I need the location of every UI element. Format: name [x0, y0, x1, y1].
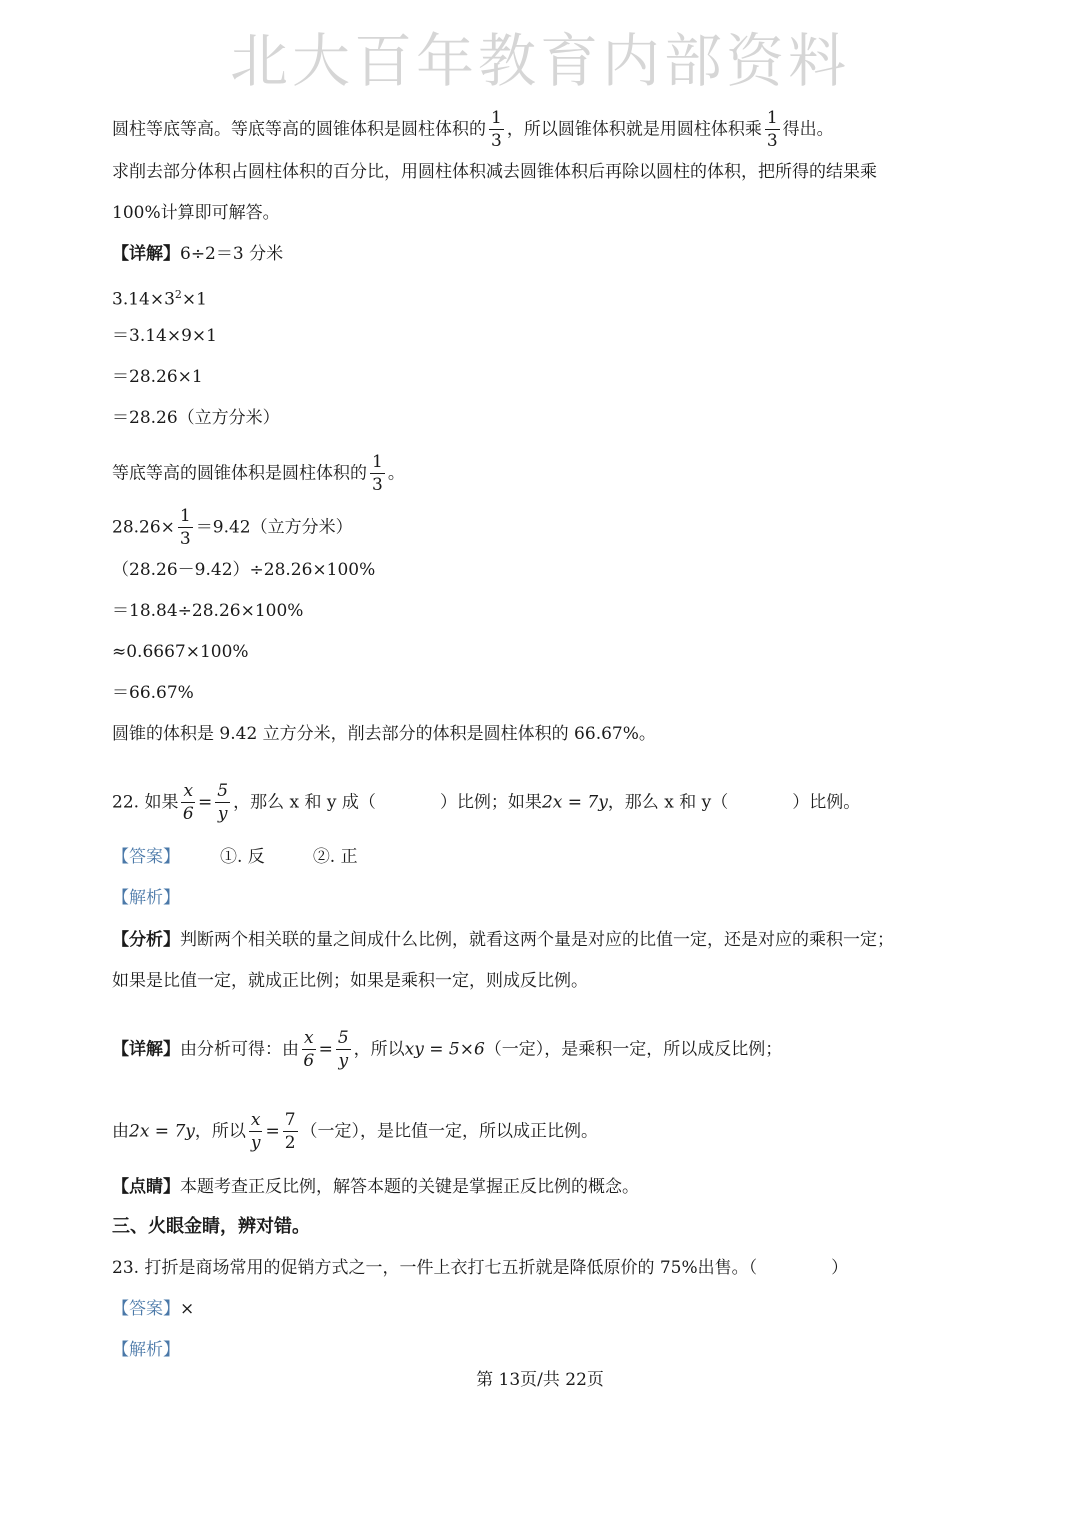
formula-line: ≈0.6667×100%	[112, 642, 249, 662]
formula-line: ＝18.84÷28.26×100%	[112, 601, 304, 621]
formula-line: ＝66.67%	[112, 683, 194, 703]
answer-line: 【答案】 ①. 反 ②. 正	[112, 847, 358, 867]
fraction: $\frac{x}{6}$	[182, 781, 194, 824]
dianjing-tag: 【点睛】	[112, 1177, 180, 1197]
text-line: 100%计算即可解答。	[112, 203, 280, 223]
text-line: 【点睛】本题考查正反比例，解答本题的关键是掌握正反比例的概念。	[112, 1177, 639, 1197]
text-line: 圆锥的体积是 9.42 立方分米，削去部分的体积是圆柱体积的 66.67%。	[112, 724, 656, 744]
fraction: $\frac{1}{3}$	[179, 506, 191, 549]
text-line: 等底等高的圆锥体积是圆柱体积的 $\frac{1}{3}$ 。	[112, 452, 405, 495]
analysis-tag: 【解析】	[112, 888, 180, 908]
answer-line: 【答案】×	[112, 1299, 195, 1319]
question-22: 22. 如果 $\frac{x}{6}$ = $\frac{5}{y}$ ，那么 x 和 y 成（ ）比例；如果2x = 7y，那么 x 和 y（ ）比例。	[112, 781, 861, 824]
formula-line: ＝28.26×1	[112, 367, 203, 387]
text-line: 【详解】6÷2＝3 分米	[112, 244, 284, 264]
answer-tag: 【答案】	[112, 847, 180, 867]
section-heading: 三、火眼金睛，辨对错。	[112, 1216, 310, 1237]
fraction: $\frac{1}{3}$	[766, 108, 778, 151]
watermark: 北大百年教育内部资料	[229, 27, 850, 95]
text-line: 求削去部分体积占圆柱体积的百分比，用圆柱体积减去圆锥体积后再除以圆柱的体积，把所得的结果乘	[112, 162, 877, 182]
question-23: 23. 打折是商场常用的促销方式之一，一件上衣打七五折就是降低原价的 75%出售。（ ）	[112, 1258, 849, 1278]
formula-line: ＝28.26（立方分米）	[112, 408, 280, 428]
text-line: 如果是比值一定，就成正比例；如果是乘积一定，则成反比例。	[112, 971, 588, 991]
fraction: $\frac{1}{3}$	[491, 108, 502, 151]
text-line: 圆柱等底等高。等底等高的圆锥体积是圆柱体积的 $\frac{1}{3}$ ，所以圆锥体积就是用圆柱体积乘 $\frac{1}{3}$ 得出。	[112, 108, 834, 151]
fraction: $\frac{5}{y}$	[337, 1028, 349, 1071]
text-line: 【分析】判断两个相关联的量之间成什么比例，就看这两个量是对应的比值一定，还是对应的乘积一定；	[112, 930, 894, 950]
fraction: $\frac{1}{3}$	[372, 452, 383, 495]
fenxi-tag: 【分析】	[112, 930, 180, 950]
text-line: 【详解】由分析可得：由 $\frac{x}{6}$ = $\frac{5}{y}$ ，所以xy = 5×6（一定），是乘积一定，所以成反比例；	[112, 1028, 783, 1071]
detail-tag: 【详解】	[112, 1039, 180, 1060]
formula-line: ＝3.14×9×1	[112, 326, 217, 346]
page-footer: 第 13页/共 22页	[476, 1370, 604, 1390]
formula-line: $3.14\times 3^2\times 1$	[112, 288, 207, 310]
formula-line: （28.26－9.42）÷28.26×100%	[112, 560, 376, 580]
analysis-tag: 【解析】	[112, 1340, 180, 1360]
detail-tag: 【详解】	[112, 244, 180, 264]
fraction: $\frac{x}{6}$	[303, 1028, 315, 1071]
fraction: $\frac{5}{y}$	[217, 781, 229, 824]
fraction: $\frac{x}{y}$	[250, 1110, 261, 1153]
formula-line: 28.26× $\frac{1}{3}$ ＝9.42（立方分米）	[112, 506, 353, 549]
text-line: 由2x = 7y，所以 $\frac{x}{y}$ = $\frac{7}{2}$ （一定），是比值一定，所以成正比例。	[112, 1110, 599, 1153]
fraction: $\frac{7}{2}$	[284, 1110, 296, 1153]
answer-tag: 【答案】	[112, 1299, 180, 1319]
